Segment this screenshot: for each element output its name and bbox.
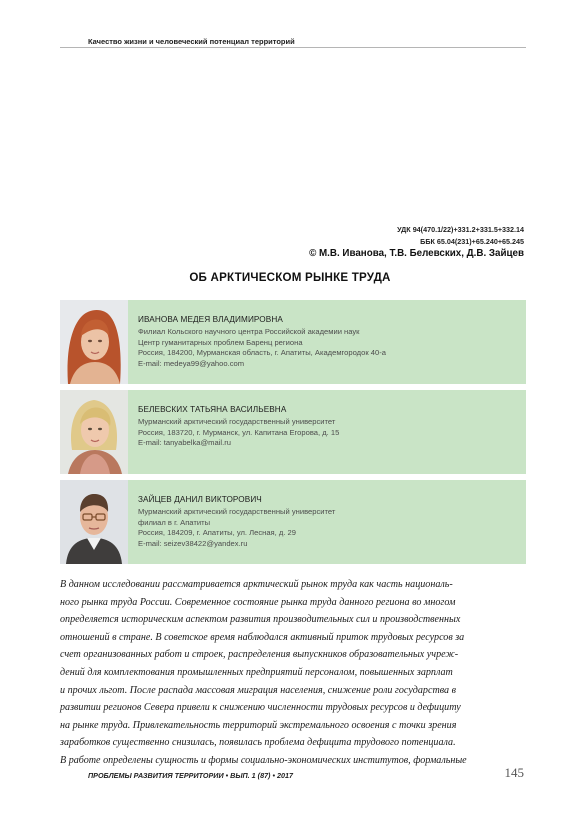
author-name: БЕЛЕВСКИХ ТАТЬЯНА ВАСИЛЬЕВНА (138, 405, 287, 414)
abstract-line: дений для комплектования промышленных предприятий персоналом, повышенных зарплат (60, 666, 453, 678)
author-photo (60, 300, 128, 384)
authors-copyright-line: © М.В. Иванова, Т.В. Белевских, Д.В. Зайцев (309, 248, 524, 259)
running-head: Качество жизни и человеческий потенциал территорий (88, 37, 295, 46)
author-email: E-mail: seizev38422@yandex.ru (138, 539, 248, 549)
author-email: E-mail: medeya99@yahoo.com (138, 359, 245, 369)
author-address: Россия, 183720, г. Мурманск, ул. Капитана Егорова, д. 15 (138, 427, 340, 437)
author-info (138, 405, 518, 449)
author-info (138, 315, 518, 370)
author-card-belevskikh (60, 390, 526, 474)
classification-codes (397, 224, 524, 248)
bbk-code: ББК 65.04(231)+65.240+65.245 (420, 237, 524, 246)
author-info (138, 495, 518, 550)
author-address: Россия, 184200, Мурманская область, г. Апатиты, Академгородок 40-а (138, 348, 386, 358)
abstract-line: на рынке труда. Привлекательность территорий экстремального освоения с точки зрения (60, 719, 457, 731)
abstract-line: развитии регионов Севера привели к снижению численности трудовых ресурсов и дефициту (60, 702, 461, 714)
author-name: ЗАЙЦЕВ ДАНИЛ ВИКТОРОВИЧ (138, 495, 262, 504)
author-affiliation: Центр гуманитарных проблем Баренц региона (138, 337, 303, 347)
abstract-line: В данном исследовании рассматривается арктический рынок труда как часть националь- (60, 579, 453, 590)
author-email: E-mail: tanyabelka@mail.ru (138, 438, 231, 448)
abstract-line: В работе определены сущность и формы социально-экономических институтов, формальные (60, 754, 467, 766)
footer-journal-info: ПРОБЛЕМЫ РАЗВИТИЯ ТЕРРИТОРИИ • ВЫП. 1 (87) • 2017 (88, 771, 293, 780)
author-address: Россия, 184209, г. Апатиты, ул. Лесная, д. 29 (138, 528, 296, 538)
udc-code: УДК 94(470.1/22)+331.2+331.5+332.14 (397, 225, 524, 234)
abstract-line: определяется историческим аспектом развития производительных сил и производственных (60, 614, 461, 626)
author-card-ivanova (60, 300, 526, 384)
abstract-line: счет организованных работ и строек, распределения выпускников образовательных учреж- (60, 649, 459, 661)
author-card-zaitsev (60, 480, 526, 564)
author-photo (60, 390, 128, 474)
author-affiliation: филиал в г. Апатиты (138, 517, 211, 527)
author-affiliation: Филиал Кольского научного центра Российской академии наук (138, 326, 360, 336)
header-rule (60, 47, 526, 48)
abstract (60, 576, 526, 770)
abstract-line: отношений в стране. В советское время наблюдался активный приток трудовых ресурсов за (60, 631, 465, 643)
page-number: 145 (504, 765, 524, 780)
author-affiliation: Мурманский арктический государственный университет (138, 416, 336, 426)
author-name: ИВАНОВА МЕДЕЯ ВЛАДИМИРОВНА (138, 315, 283, 324)
author-affiliation: Мурманский арктический государственный университет (138, 506, 336, 516)
abstract-line: заработков существенно снизилась, появилась проблема дефицита трудового потенциала. (60, 737, 456, 749)
article-title: ОБ АРКТИЧЕСКОМ РЫНКЕ ТРУДА (189, 271, 391, 284)
abstract-line: ного рынка труда России. Современное состояние рынка труда данного региона во многом (60, 596, 456, 608)
author-photo (60, 480, 128, 564)
abstract-line: и прочих льгот. После распада массовая миграция населения, снижение роли государства в (60, 684, 456, 696)
